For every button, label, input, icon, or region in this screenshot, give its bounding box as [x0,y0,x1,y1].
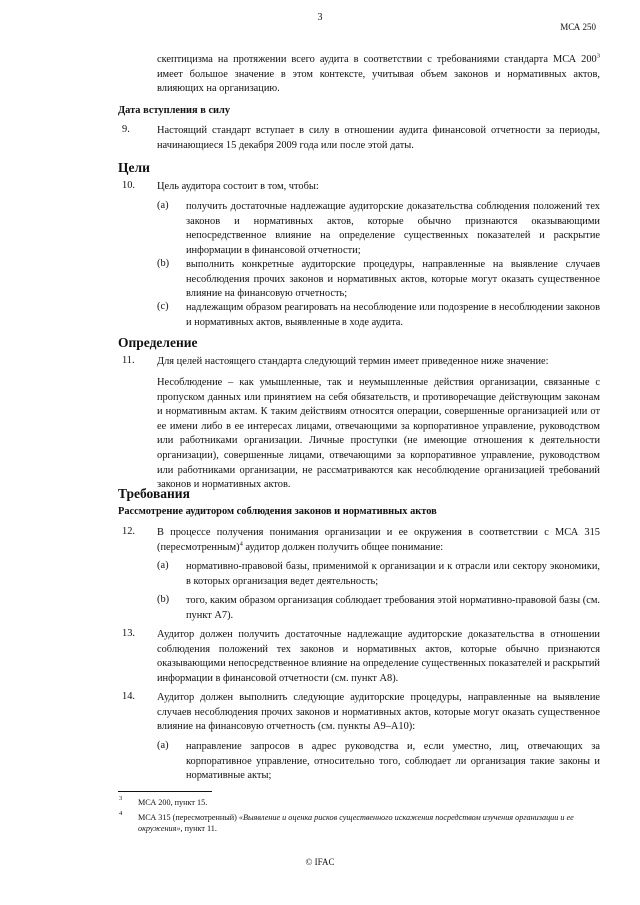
paragraph-10: Цель аудитора состоит в том, чтобы: [157,181,319,192]
list-item: того, каким образом организация соблюдает требования этой нормативно-правовой базы (см. пункт А7). [186,595,600,621]
paragraph-number-12: 12. [122,526,135,537]
list-item: нормативно-правовой базы, применимой к организации и к отрасли или сектору экономики, в которых организация ведет деятельность; [186,561,600,587]
footnote-ref-4[interactable]: 4 [239,540,243,548]
list-label: (a) [157,740,169,751]
list-item: надлежащим образом реагировать на несоблюдение или подозрение в несоблюдении законов и нормативных актов, выявленные в ходе аудита. [186,302,600,328]
list-item: получить достаточные надлежащие аудиторские доказательства соблюдения положений тех законов и нормативных актов, которые обычно признаются оказывающими непосредственное влияние на определение существенных показателей и раскрытие информации в финансовой отчетности; [186,201,600,256]
paragraph-number-14: 14. [122,691,135,702]
list-label: (a) [157,200,169,211]
footnote-4: МСА 315 (пересмотренный) «Выявление и оценка рисков существенного искажения посредством изучения организации и ее окружения», пункт 11. [138,813,574,833]
requirements-heading: Требования [118,486,190,501]
paragraph-9: Настоящий стандарт вступает в силу в отношении аудита финансовой отчетности за периоды, начинающиеся 15 декабря 2009 года или после этой даты. [157,125,600,151]
footnote-3: МСА 200, пункт 15. [138,798,208,807]
footnote-ref-3[interactable]: 3 [596,52,600,60]
list-item: выполнить конкретные аудиторские процедуры, направленные на выявление случаев несоблюдения прочих законов и нормативных актов, которые могут оказать существенное влияние на финансовую отчетность; [186,259,600,300]
objectives-heading: Цели [118,160,150,175]
definition-body: Несоблюдение – как умышленные, так и неумышленные действия организации, связанные с пропуском данных или принятием на себя обязательств, и противоречащие действующим законам и нормативным актам. К таким действиям относятся операции, совершенные организацией или от ее имени либо в ее интересах лицами, отвечающими за корпоративное управление, руководством или работниками организации. Личные проступки (не имеющие отношения к деятельности организации), совершенные лицами, отвечающими за корпоративное управление, руководством или работниками организации, не рассматриваются как несоблюдение организацией требований законов и нормативных актов. [157,377,600,491]
paragraph-number-9: 9. [122,124,130,135]
paragraph-11: Для целей настоящего стандарта следующий термин имеет приведенное ниже значение: [157,356,549,367]
standard-code: МСА 250 [560,22,596,32]
paragraph-13: Аудитор должен получить достаточные надлежащие аудиторские доказательства в отношении соблюдения положений тех законов и нормативных актов, которые обычно признаются оказывающими непосредственное влияние на определение существенных показателей и раскрытий информации в финансовой отчетности (см. пункт А8). [157,629,600,684]
list-label: (a) [157,560,169,571]
list-label: (c) [157,301,169,312]
intro-paragraph: скептицизма на протяжении всего аудита в соответствии с требованиями стандарта МСА $200^3$ имеет большое значение в этом контексте, учитывая объем законов и нормативных актов, влияющих на организацию. [157,52,600,95]
paragraph-number-13: 13. [122,628,135,639]
page-number: 3 [317,12,323,23]
paragraph-14: Аудитор должен выполнить следующие аудиторские процедуры, направленные на выявление случаев несоблюдения прочих законов и нормативных актов, которые могут оказать существенное влияние на финансовую отчетность (см. пункты А9–А10): [157,692,600,733]
requirements-subheading: Рассмотрение аудитором соблюдения законов и нормативных актов [118,506,437,517]
effective-date-heading: Дата вступления в силу [118,105,231,116]
list-item: направление запросов в адрес руководства и, если уместно, лиц, отвечающих за корпоративное управление, относительно того, соблюдает ли организация такие законы и нормативные акты; [186,741,600,782]
paragraph-12: В процессе получения понимания организации и ее окружения в соответствии с МСА 315 (пересмотренным)$^4$ аудитор должен получить общее понимание: [157,527,600,553]
paragraph-number-10: 10. [122,180,135,191]
list-label: (b) [157,258,170,269]
paragraph-number-11: 11. [122,355,135,366]
list-label: (b) [157,594,170,605]
definition-heading: Определение [118,335,198,350]
footnote-mark-3: 3 [119,795,123,802]
copyright-footer: © IFAC [305,857,335,867]
footnote-divider [118,791,212,792]
footnote-mark-4: 4 [119,810,123,817]
